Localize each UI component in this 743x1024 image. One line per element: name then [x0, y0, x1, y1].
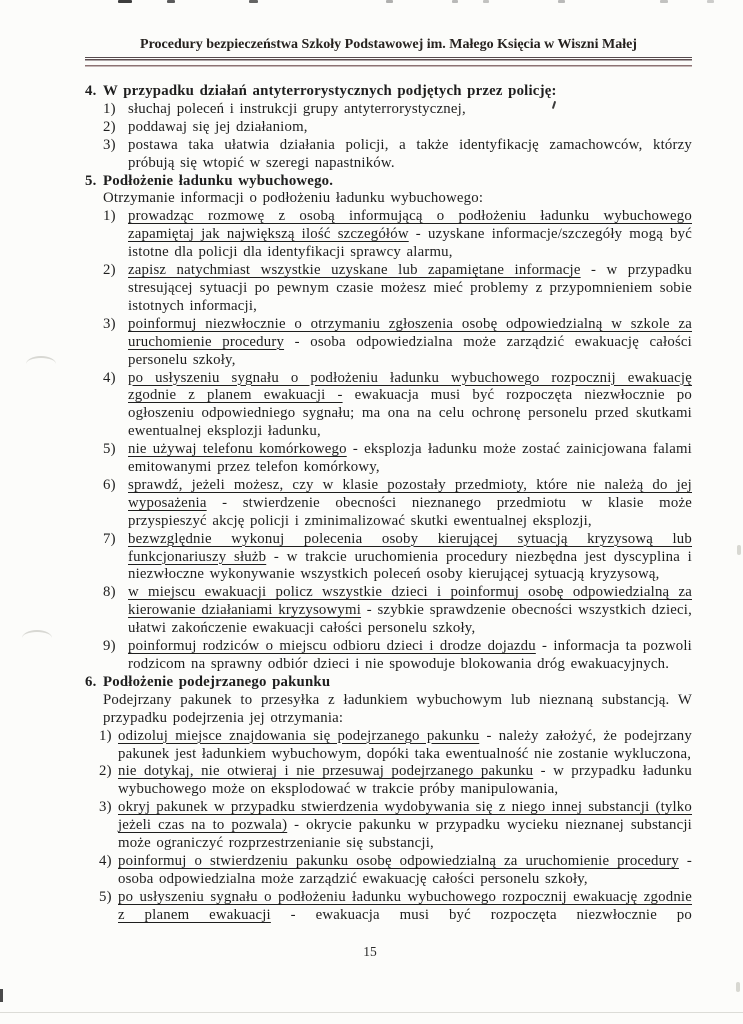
scan-artifact-top-dash — [249, 0, 258, 3]
list-item — [103, 584, 692, 638]
header-rule — [85, 57, 692, 68]
item-lead: prowadząc rozmowę z osobą informującą o podłożeniu ładunku wybuchowego zapamiętaj jak największą ilość szczegółów — [128, 208, 692, 243]
section-4 — [85, 83, 692, 173]
list-item — [103, 119, 692, 137]
section-intro: Otrzymanie informacji o podłożeniu ładunku wybuchowego: — [103, 190, 484, 207]
item-number: 1) — [103, 100, 116, 117]
item-number: 3) — [99, 799, 112, 816]
item-text: słuchaj poleceń i instrukcji grupy antyterrorystycznej, — [128, 100, 466, 117]
section-heading — [85, 674, 692, 692]
item-text: - w przypadku stresującej sytuacji po pewnym czasie możesz mieć problemy z przypomnieniem sobie istotnych informacji, — [128, 262, 692, 314]
scan-artifact-top-dash — [118, 0, 132, 3]
item-lead: w miejscu ewakuacji policz wszystkie dzieci i poinformuj osobę odpowiedzialną za kierowanie działaniami kryzysowymi — [128, 584, 692, 619]
scan-artifact-smudge — [737, 545, 741, 555]
list-item — [103, 316, 692, 370]
item-text: poddawaj się jej działaniom, — [128, 118, 308, 135]
item-lead: okryj pakunek w przypadku stwierdzenia wydobywania się z niego innej substancji (tylko jeżeli czas na to pozwala) — [118, 799, 692, 834]
section-5 — [85, 173, 692, 674]
scan-artifact-top-dash — [660, 0, 668, 3]
scan-artifact-top-dash — [483, 0, 489, 3]
item-text: - szybkie sprawdzenie obecności wszystkich dzieci, ułatwi zakończenie ewakuacji całości personelu szkoły, — [128, 602, 692, 637]
section-heading — [85, 83, 692, 101]
item-number: 2) — [99, 763, 112, 780]
item-text: - należy założyć, że podejrzany pakunek jest ładunkiem wybuchowym, dopóki taka ewentualność nie zostanie wykluczona, — [118, 727, 692, 762]
section-title: W przypadku działań antyterrorystycznych podjętych przez policję: — [103, 83, 557, 99]
list-item — [103, 370, 692, 442]
item-text: - ewakuacja musi być rozpoczęta niezwłocznie po — [270, 906, 692, 923]
item-text: - uzyskane informacje/szczegóły mogą być istotne dla policji dla identyfikacji sprawcy alarmu, — [128, 226, 692, 261]
item-lead: poinformuj rodziców o miejscu odbioru dzieci i drodze dojazdu — [128, 638, 536, 655]
item-lead: bezwzględnie wykonuj polecenia osoby kierującej sytuacją kryzysową lub funkcjonariuszy służb — [128, 530, 692, 565]
item-text: - informacja ta pozwoli rodzicom na sprawny odbiór dzieci i nie spowoduje blokowania dróg ewakuacyjnych. — [128, 638, 692, 672]
item-lead: sprawdź, jeżeli możesz, czy w klasie pozostały przedmioty, które nie należą do jej wyposażenia — [128, 476, 692, 511]
list-item — [103, 262, 692, 316]
list-item — [103, 137, 692, 173]
list-item — [99, 853, 692, 889]
item-number: 3) — [103, 315, 116, 332]
item-text: postawa taka ułatwia działania policji, a także identyfikację zamachowców, którzy próbują się wtopić w szeregi napastników. — [128, 136, 692, 171]
item-number: 1) — [103, 208, 116, 225]
section-title: Podłożenie ładunku wybuchowego. — [103, 172, 334, 189]
section-number: 4. — [85, 83, 97, 99]
item-number: 4) — [99, 852, 112, 869]
document-body — [85, 83, 692, 925]
section-title: Podłożenie podejrzanego pakunku — [103, 673, 331, 690]
list-item — [103, 101, 692, 119]
item-text: - w trakcie uruchomienia procedury niezbędna jest dyscyplina i niezwłoczne wykonywanie wszystkich poleceń osoby kierującej sytuacją kryzysową, — [128, 548, 692, 583]
list-item — [103, 208, 692, 262]
list-item — [99, 799, 692, 853]
scan-artifact-top-dash — [707, 0, 714, 3]
section-heading — [85, 173, 692, 191]
section-number: 5. — [85, 172, 97, 189]
scan-artifact-bottom-line — [0, 1012, 743, 1013]
item-number: 8) — [103, 584, 116, 601]
item-lead: poinformuj o stwierdzeniu pakunku osobę odpowiedzialną za uruchomienie procedury — [118, 852, 679, 869]
item-text: - w przypadku ładunku wybuchowego może on eksplodować w trakcie próby manipulowania, — [118, 763, 692, 798]
scan-artifact-top-dash — [167, 0, 175, 3]
item-number: 7) — [103, 530, 116, 547]
section-intro: Podejrzany pakunek to przesyłka z ładunkiem wybuchowym lub nieznaną substancją. W przypadku podejrzenia jej otrzymania: — [103, 691, 692, 726]
item-number: 1) — [99, 727, 112, 744]
scan-artifact-left-tick — [0, 989, 3, 1002]
item-number: 6) — [103, 476, 116, 493]
list-item — [99, 763, 692, 799]
list-item — [103, 441, 692, 477]
item-lead: po usłyszeniu sygnału o podłożeniu ładunku wybuchowego rozpocznij ewakuację zgodnie z planem ewakuacji - — [128, 369, 692, 404]
item-lead: poinformuj niezwłocznie o otrzymaniu zgłoszenia osobę odpowiedzialną w szkole za uruchomienie procedury — [128, 315, 692, 350]
item-lead: po usłyszeniu sygnału o podłożeniu ładunku wybuchowego rozpocznij ewakuację zgodnie z planem ewakuacji — [118, 888, 692, 923]
list-item — [99, 889, 692, 925]
scan-artifact-smudge — [736, 982, 740, 992]
scan-artifact-top-dash — [452, 0, 458, 3]
section-6 — [85, 674, 692, 925]
scan-artifact-top-dash — [558, 0, 565, 3]
item-number: 5) — [103, 441, 116, 458]
section-number: 6. — [85, 673, 97, 690]
scan-artifact-arc — [22, 630, 52, 646]
item-lead: odizoluj miejsce znajdowania się podejrzanego pakunku — [118, 727, 480, 744]
item-text: - stwierdzenie obecności nieznanego przedmiotu w klasie może przyspieszyć akcję policji i zminimalizować skutki ewentualnej eksplozji, — [128, 494, 692, 529]
item-number: 4) — [103, 369, 116, 386]
item-number: 3) — [103, 136, 116, 153]
item-text: - eksplozja ładunku może zostać zainicjowana falami emitowanymi przez telefon komórkowy, — [128, 441, 692, 476]
list-item — [103, 638, 692, 674]
item-lead: zapisz natychmiast wszystkie uzyskane lub zapamiętane informacje — [128, 262, 581, 279]
list-item — [103, 477, 692, 531]
ordered-list — [99, 728, 692, 925]
scan-artifact-top-dash — [386, 0, 393, 3]
page-number: 15 — [363, 944, 377, 959]
scan-artifact-arc — [26, 356, 56, 372]
list-item — [99, 728, 692, 764]
item-text: - osoba odpowiedzialna może zarządzić ewakuację całości personelu szkoły, — [128, 333, 692, 368]
item-number: 2) — [103, 118, 116, 135]
item-text: - osoba odpowiedzialna może zarządzić ewakuację całości personelu szkoły, — [118, 852, 692, 887]
item-lead: nie używaj telefonu komórkowego — [128, 441, 347, 458]
item-lead: nie dotykaj, nie otwieraj i nie przesuwaj podejrzanego pakunku — [118, 763, 534, 780]
ordered-list — [103, 101, 692, 173]
document-header-title: Procedury bezpieczeństwa Szkoły Podstawowej im. Małego Księcia w Wiszni Małej — [140, 37, 637, 52]
ordered-list — [103, 208, 692, 674]
item-text: ewakuacja musi być rozpoczęta niezwłocznie po ogłoszeniu odpowiedniego sygnału; ma ona na celu ochronę personelu przed skutkami ewentualnej eksplozji ładunku, — [128, 387, 692, 440]
item-text: - okrycie pakunku w przypadku wycieku nieznanej substancji może ograniczyć rozprzestrzenianie się substancji, — [118, 817, 692, 852]
list-item — [103, 531, 692, 585]
item-number: 2) — [103, 262, 116, 279]
item-number: 9) — [103, 638, 116, 655]
item-number: 5) — [99, 888, 112, 905]
